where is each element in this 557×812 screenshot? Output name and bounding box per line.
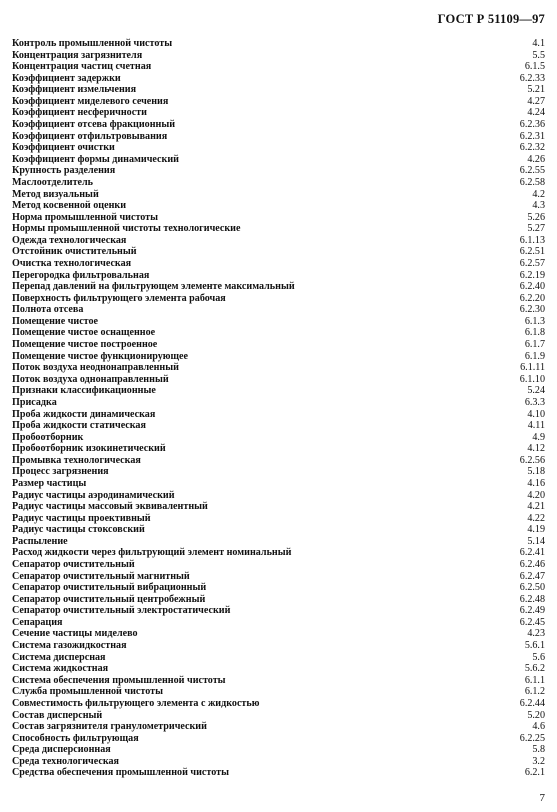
index-term: Радиус частицы массовый эквивалентный <box>12 501 208 513</box>
index-term: Концентрация частиц счетная <box>12 61 152 73</box>
index-entry <box>12 293 545 305</box>
index-reference: 4.10 <box>527 408 545 420</box>
index-term: Коэффициент несферичности <box>12 107 147 119</box>
index-reference: 6.2.58 <box>519 176 545 188</box>
index-entry <box>12 235 545 247</box>
index-term: Коэффициент формы динамический <box>12 153 179 165</box>
index-entry <box>12 617 545 629</box>
index-term: Отстойник очистительный <box>12 246 137 258</box>
index-reference: 5.21 <box>527 84 545 96</box>
index-term: Пробоотборник <box>12 431 84 443</box>
index-reference: 6.2.45 <box>519 616 545 628</box>
index-entry <box>12 223 545 235</box>
index-entry <box>12 490 545 502</box>
index-term: Состав загрязнителя гранулометрический <box>12 721 207 733</box>
index-entry <box>12 686 545 698</box>
index-term: Перегородка фильтровальная <box>12 269 150 281</box>
index-term: Коэффициент отфильтровывания <box>12 130 168 142</box>
index-reference: 6.2.50 <box>519 582 545 594</box>
index-entry <box>12 270 545 282</box>
index-term: Метод визуальный <box>12 188 99 200</box>
index-reference: 6.2.40 <box>519 281 545 293</box>
index-reference: 4.6 <box>532 721 545 733</box>
index-reference: 6.2.36 <box>519 119 545 131</box>
index-term: Радиус частицы стоксовский <box>12 524 145 536</box>
index-entry <box>12 131 545 143</box>
index-entry <box>12 107 545 119</box>
index-reference: 5.24 <box>527 385 545 397</box>
index-reference: 6.2.51 <box>519 246 545 258</box>
index-term: Коэффициент миделевого сечения <box>12 95 169 107</box>
page-number: 7 <box>539 792 545 804</box>
index-reference: 6.3.3 <box>524 396 545 408</box>
index-term: Концентрация загрязнителя <box>12 49 143 61</box>
index-entry <box>12 466 545 478</box>
index-term: Система жидкостная <box>12 663 109 675</box>
index-term: Радиус частицы проективный <box>12 512 151 524</box>
index-reference: 6.2.55 <box>519 165 545 177</box>
index-entry <box>12 605 545 617</box>
index-entry <box>12 420 545 432</box>
index-term: Система дисперсная <box>12 651 106 663</box>
index-term: Проба жидкости статическая <box>12 420 146 432</box>
index-entry <box>12 212 545 224</box>
index-reference: 4.9 <box>532 431 545 443</box>
index-reference: 5.20 <box>527 709 545 721</box>
index-entry <box>12 351 545 363</box>
index-term: Одежда технологическая <box>12 234 127 246</box>
index-term: Нормы промышленной чистоты технологические <box>12 223 241 235</box>
index-entry <box>12 409 545 421</box>
index-reference: 4.22 <box>527 512 545 524</box>
index-entry <box>12 281 545 293</box>
index-term: Сепарация <box>12 616 63 628</box>
index-term: Помещение чистое оснащенное <box>12 327 156 339</box>
index-term: Состав дисперсный <box>12 709 103 721</box>
index-reference: 5.18 <box>527 466 545 478</box>
index-entry <box>12 339 545 351</box>
term-index-list <box>12 38 545 779</box>
index-reference: 3.2 <box>532 755 545 767</box>
index-entry <box>12 154 545 166</box>
index-entry <box>12 710 545 722</box>
index-reference: 6.2.32 <box>519 142 545 154</box>
index-entry <box>12 200 545 212</box>
index-reference: 4.11 <box>527 420 545 432</box>
index-term: Сепаратор очистительный вибрационный <box>12 582 207 594</box>
index-entry <box>12 432 545 444</box>
index-term: Метод косвенной оценки <box>12 200 127 212</box>
index-reference: 4.21 <box>527 501 545 513</box>
index-entry <box>12 385 545 397</box>
index-entry <box>12 721 545 733</box>
index-reference: 6.2.31 <box>519 130 545 142</box>
index-term: Коэффициент отсева фракционный <box>12 119 176 131</box>
index-reference: 5.27 <box>527 223 545 235</box>
index-term: Проба жидкости динамическая <box>12 408 156 420</box>
index-term: Служба промышленной чистоты <box>12 686 163 698</box>
index-term: Крупность разделения <box>12 165 116 177</box>
index-entry <box>12 559 545 571</box>
index-term: Сепаратор очистительный <box>12 559 135 571</box>
index-term: Помещение чистое построенное <box>12 339 158 351</box>
index-entry <box>12 698 545 710</box>
index-entry <box>12 443 545 455</box>
index-reference: 4.3 <box>532 200 545 212</box>
document-header: ГОСТ Р 51109—97 <box>437 12 545 26</box>
index-reference: 6.2.46 <box>519 559 545 571</box>
index-reference: 6.2.56 <box>519 454 545 466</box>
index-term: Маслоотделитель <box>12 176 94 188</box>
index-term: Полнота отсева <box>12 304 84 316</box>
index-term: Система обеспечения промышленной чистоты <box>12 674 226 686</box>
index-entry <box>12 96 545 108</box>
index-term: Коэффициент очистки <box>12 142 115 154</box>
index-entry <box>12 513 545 525</box>
index-term: Контроль промышленной чистоты <box>12 38 173 49</box>
index-reference: 6.2.30 <box>519 304 545 316</box>
index-reference: 6.2.33 <box>519 72 545 84</box>
index-entry <box>12 38 545 50</box>
index-entry <box>12 455 545 467</box>
index-reference: 4.24 <box>527 107 545 119</box>
index-entry <box>12 50 545 62</box>
index-entry <box>12 304 545 316</box>
index-reference: 6.1.5 <box>524 61 545 73</box>
index-entry <box>12 478 545 490</box>
index-reference: 6.1.1 <box>524 674 545 686</box>
index-reference: 4.1 <box>532 38 545 49</box>
index-entry <box>12 628 545 640</box>
index-reference: 4.16 <box>527 477 545 489</box>
index-reference: 6.2.47 <box>519 570 545 582</box>
index-reference: 5.6.1 <box>524 640 545 652</box>
index-term: Норма промышленной чистоты <box>12 211 159 223</box>
index-term: Пробоотборник изокинетический <box>12 443 166 455</box>
index-reference: 6.2.57 <box>519 257 545 269</box>
index-reference: 6.2.48 <box>519 593 545 605</box>
index-reference: 4.20 <box>527 489 545 501</box>
index-term: Сепаратор очистительный электростатический <box>12 605 231 617</box>
index-term: Размер частицы <box>12 477 87 489</box>
index-term: Очистка технологическая <box>12 257 132 269</box>
index-entry <box>12 61 545 73</box>
index-reference: 6.1.10 <box>519 373 545 385</box>
index-reference: 6.1.3 <box>524 315 545 327</box>
index-entry <box>12 397 545 409</box>
index-entry <box>12 744 545 756</box>
index-term: Совместимость фильтрующего элемента с жидкостью <box>12 697 260 709</box>
index-entry <box>12 73 545 85</box>
index-term: Способность фильтрующая <box>12 732 139 744</box>
index-entry <box>12 652 545 664</box>
index-reference: 4.26 <box>527 153 545 165</box>
index-term: Помещение чистое функционирующее <box>12 350 189 362</box>
index-entry <box>12 165 545 177</box>
index-reference: 6.2.19 <box>519 269 545 281</box>
index-term: Среда технологическая <box>12 755 119 767</box>
index-reference: 6.1.9 <box>524 350 545 362</box>
index-reference: 5.5 <box>532 49 545 61</box>
index-reference: 5.8 <box>532 744 545 756</box>
index-entry <box>12 177 545 189</box>
index-term: Поток воздуха неоднонаправленный <box>12 362 179 374</box>
index-entry <box>12 327 545 339</box>
index-term: Расход жидкости через фильтрующий элемент номинальный <box>12 547 292 559</box>
index-term: Сепаратор очистительный центробежный <box>12 593 206 605</box>
index-reference: 4.27 <box>527 95 545 107</box>
index-reference: 4.2 <box>532 188 545 200</box>
index-entry <box>12 663 545 675</box>
index-reference: 6.1.8 <box>524 327 545 339</box>
index-entry <box>12 84 545 96</box>
index-term: Поверхность фильтрующего элемента рабочая <box>12 292 226 304</box>
index-entry <box>12 119 545 131</box>
index-term: Поток воздуха однонаправленный <box>12 373 169 385</box>
index-reference: 4.19 <box>527 524 545 536</box>
index-term: Присадка <box>12 396 57 408</box>
index-reference: 6.1.2 <box>524 686 545 698</box>
index-entry <box>12 142 545 154</box>
index-entry <box>12 675 545 687</box>
index-reference: 6.2.41 <box>519 547 545 559</box>
index-reference: 6.2.1 <box>524 767 545 779</box>
index-reference: 5.26 <box>527 211 545 223</box>
index-term: Коэффициент задержки <box>12 72 121 84</box>
index-reference: 6.1.7 <box>524 339 545 351</box>
index-entry <box>12 756 545 768</box>
index-reference: 6.2.20 <box>519 292 545 304</box>
index-entry <box>12 374 545 386</box>
index-entry <box>12 524 545 536</box>
index-term: Радиус частицы аэродинамический <box>12 489 175 501</box>
index-reference: 4.12 <box>527 443 545 455</box>
index-reference: 5.6 <box>532 651 545 663</box>
index-reference: 6.2.25 <box>519 732 545 744</box>
index-entry <box>12 536 545 548</box>
index-term: Средства обеспечения промышленной чистоты <box>12 767 229 779</box>
index-term: Среда дисперсионная <box>12 744 111 756</box>
index-entry <box>12 767 545 779</box>
index-term: Распыление <box>12 535 68 547</box>
index-reference: 6.2.49 <box>519 605 545 617</box>
index-term: Процесс загрязнения <box>12 466 109 478</box>
index-entry <box>12 258 545 270</box>
index-term: Коэффициент измельчения <box>12 84 137 96</box>
index-entry <box>12 547 545 559</box>
index-entry <box>12 501 545 513</box>
index-entry <box>12 246 545 258</box>
index-term: Система газожидкостная <box>12 640 127 652</box>
index-reference: 5.6.2 <box>524 663 545 675</box>
index-term: Помещение чистое <box>12 315 99 327</box>
index-term: Признаки классификационные <box>12 385 156 397</box>
index-reference: 6.2.44 <box>519 697 545 709</box>
index-reference: 6.1.11 <box>520 362 545 374</box>
index-term: Промывка технологическая <box>12 454 141 466</box>
index-entry <box>12 189 545 201</box>
index-reference: 6.1.13 <box>519 234 545 246</box>
index-entry <box>12 362 545 374</box>
index-term: Сечение частицы миделево <box>12 628 138 640</box>
index-entry <box>12 640 545 652</box>
index-entry <box>12 733 545 745</box>
index-entry <box>12 571 545 583</box>
index-entry <box>12 582 545 594</box>
index-term: Сепаратор очистительный магнитный <box>12 570 190 582</box>
index-reference: 4.23 <box>527 628 545 640</box>
index-reference: 5.14 <box>527 535 545 547</box>
index-term: Перепад давлений на фильтрующем элементе максимальный <box>12 281 295 293</box>
index-entry <box>12 594 545 606</box>
index-entry <box>12 316 545 328</box>
